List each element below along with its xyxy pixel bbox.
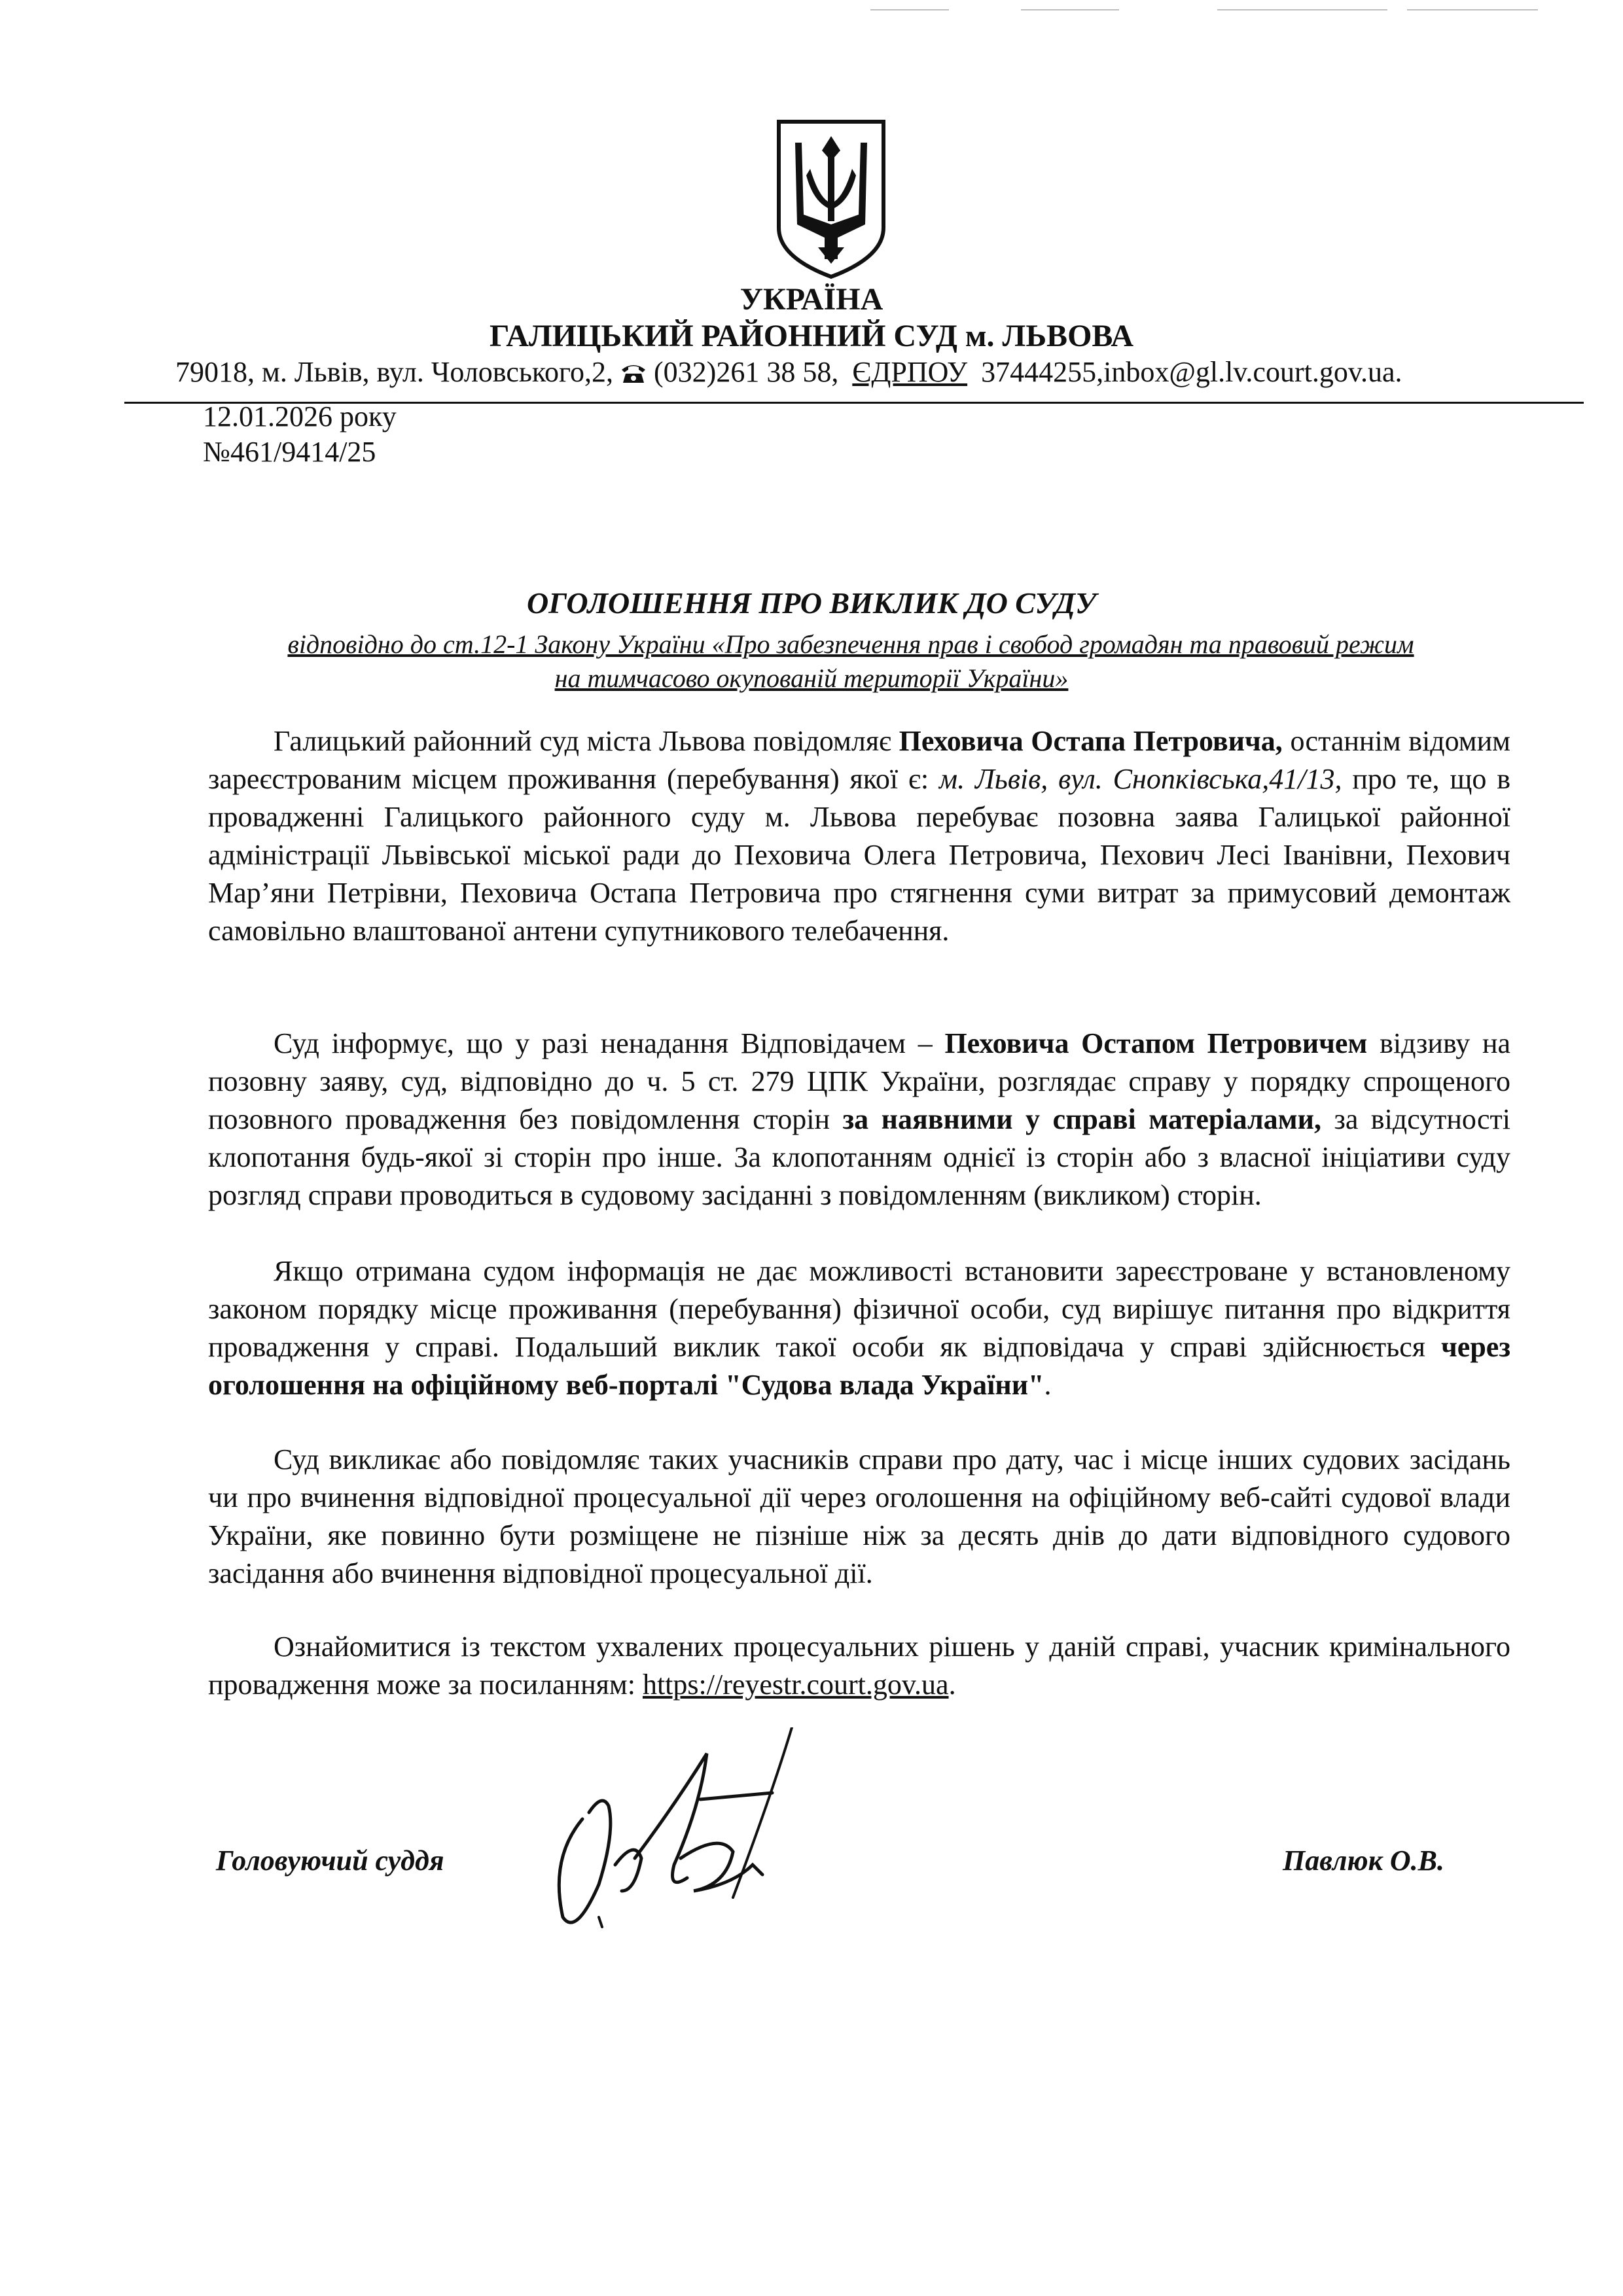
document-date: 12.01.2026 року (203, 400, 397, 433)
text-run: Суд інформує, що у разі ненадання Відповідачем – (274, 1027, 945, 1059)
telephone-icon (620, 362, 647, 384)
edrpou-and-email: 37444255,inbox@gl.lv.court.gov.ua. (981, 356, 1402, 388)
case-number: №461/9414/25 (203, 436, 376, 468)
text-run: Галицький районний суд міста Львова повідомляє (274, 725, 899, 757)
trident-coat-of-arms-icon (772, 116, 890, 280)
emphasis-text: через оголошення на офіційному веб-порталі "Судова влада України" (208, 1331, 1510, 1401)
text-run: останнім відомим зареєстрованим місцем проживання (перебування) якої є: (208, 725, 1510, 795)
country-heading: УКРАЇНА (740, 282, 883, 317)
paragraph-summons (208, 722, 1510, 950)
edrpou-label: ЄДРПОУ (852, 356, 968, 388)
defendant-address: м. Львів, вул. Снопківська,41/13, (939, 763, 1342, 795)
judge-name: Павлюк О.В. (1283, 1845, 1445, 1877)
scan-artifact (1021, 9, 1119, 10)
handwritten-signature (537, 1727, 825, 1943)
address-text: 79018, м. Львів, вул. Чоловського,2, (175, 356, 614, 388)
notice-subtitle-line-1: відповідно до ст.12-1 Закону України «Про забезпечення прав і свобод громадян та правовий режим (287, 629, 1414, 659)
notice-subtitle-line-2: на тимчасово окупованій території України» (554, 663, 1069, 693)
scan-artifact (1407, 9, 1538, 10)
court-address-line (175, 353, 1582, 391)
text-run: Ознайомитися із текстом ухвалених процесуальних рішень у даній справі, учасник кримінального провадження може за посиланням: (208, 1631, 1510, 1701)
text-run: Якщо отримана судом інформація не дає можливості встановити зареєстроване у встановленому законом порядку місце проживання (перебування) фізичної особи, суд вирішує питання про відкриття провадження у справі. Подальший виклик такої особи як відповідача у справі здійснюється (208, 1255, 1510, 1363)
paragraph-court-informs (208, 1025, 1510, 1214)
text-run: за відсутності клопотання будь-якої зі сторін про інше. За клопотанням однієї із сторін або з власної ініціативи суду розгляд справи проводиться в судовому засіданні з повідомленням (викликом) сторін. (208, 1103, 1510, 1211)
paragraph-registry-link (208, 1628, 1510, 1704)
emphasis-text: за наявними у справі матеріалами, (842, 1103, 1321, 1135)
text-run: . (1044, 1369, 1052, 1401)
phone-number: (032)261 38 58, (654, 356, 846, 388)
notice-title: ОГОЛОШЕННЯ ПРО ВИКЛИК ДО СУДУ (527, 586, 1096, 620)
paragraph-notification-rules: Суд викликає або повідомляє таких учасників справи про дату, час і місце інших судових засідань чи про вчинення відповідної процесуальної дії через оголошення на офіційному веб-сайті судової влади України, яке повинно бути розміщене не пізніше ніж за десять днів до дати відповідного судового засідання або вчинення відповідної процесуальної дії. (208, 1443, 1510, 1589)
paragraph-address-unknown (208, 1252, 1510, 1404)
registry-link[interactable]: https://reyestr.court.gov.ua (642, 1669, 949, 1701)
text-run: відзиву на позовну заяву, суд, відповідно до ч. 5 ст. 279 ЦПК України, розглядає справу у порядку спрощеного позовного провадження без повідомлення сторін (208, 1027, 1511, 1135)
court-name-heading: ГАЛИЦЬКИЙ РАЙОННИЙ СУД м. ЛЬВОВА (489, 319, 1134, 353)
defendant-name: Пеховича Остапа Петровича, (899, 725, 1283, 757)
judge-title: Головуючий суддя (216, 1845, 444, 1877)
text-run: про те, що в провадженні Галицького районного суду м. Львова перебуває позовна заява Галицької районної адміністрації Львівської міської ради до Пеховича Олега Петровича, Пехович Лесі Іванівни, Пехович Мар’яни Петрівни, Пеховича Остапа Петровича про стягнення суми витрат за примусовий демонтаж самовільно влаштованої антени супутникового телебачення. (208, 763, 1510, 947)
scan-artifact (870, 9, 949, 10)
defendant-name: Пеховича Остапом Петровичем (944, 1027, 1368, 1059)
scan-artifact (1217, 9, 1387, 10)
text-run: . (948, 1669, 956, 1701)
